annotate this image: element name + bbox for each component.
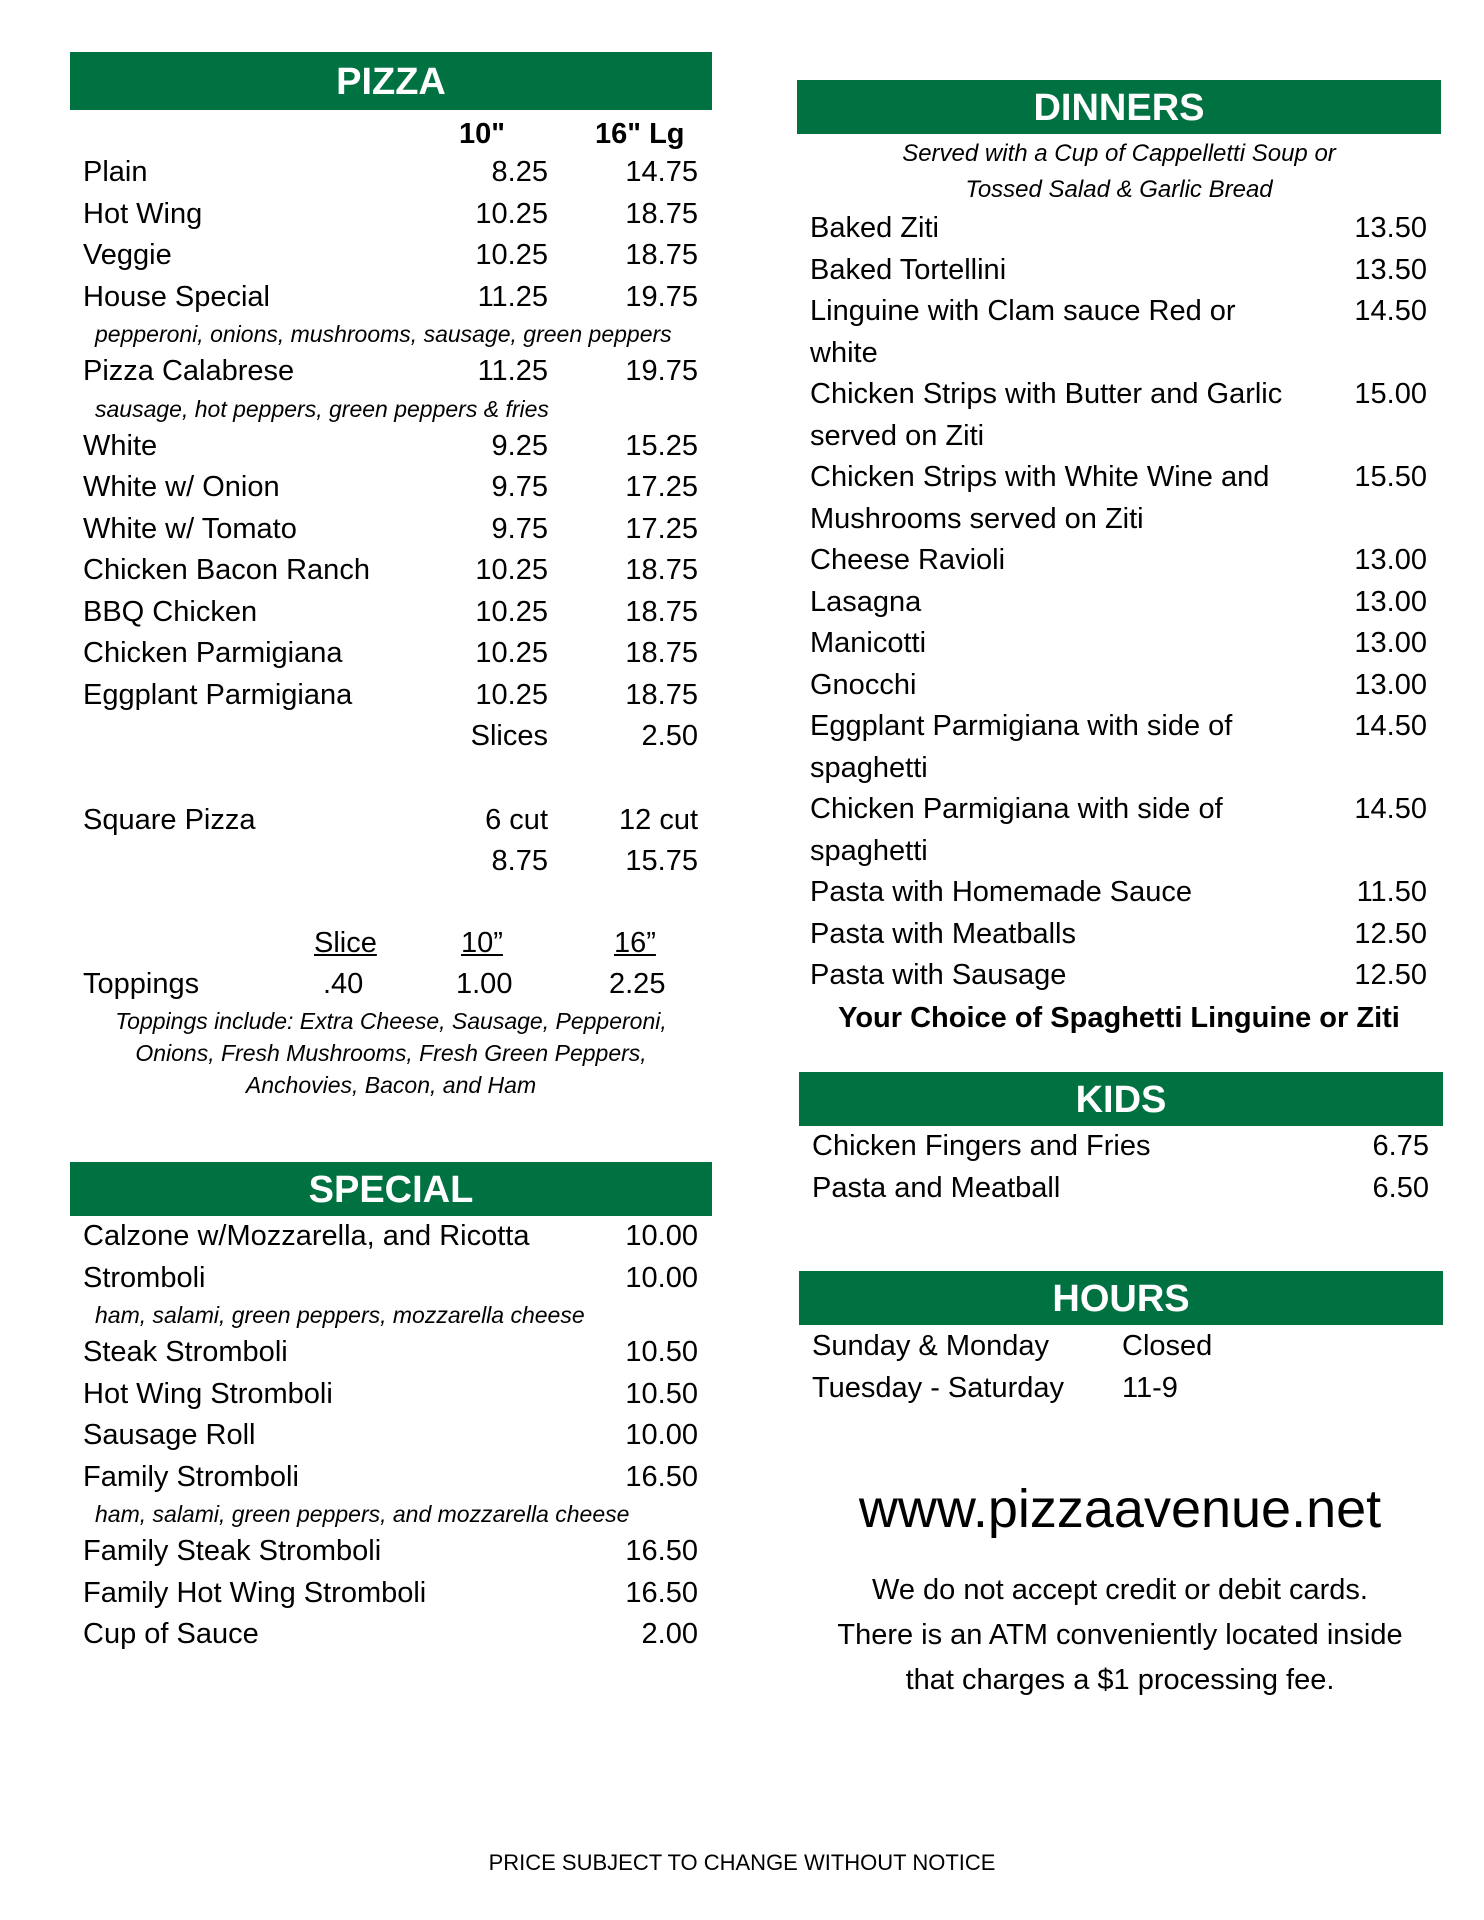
special-row [70,1258,712,1300]
dinner-price: 13.00 [1354,544,1427,576]
dinners-choice: Your Choice of Spaghetti Linguine or Ziti [838,1001,1400,1034]
square-pizza-price-row [70,841,712,883]
pizza-name: Hot Wing [83,197,203,230]
pizza-price-16: 18.75 [625,197,698,230]
pizza-price-16: 18.75 [625,678,698,711]
dinner-price: 12.50 [1354,917,1427,950]
pizza-name: White w/ Tomato [83,512,297,545]
pizza-price-10: 9.75 [491,512,548,545]
payment-notice [800,1568,1440,1703]
dinners-subtitle-line-1: Served with a Cup of Cappelletti Soup or [902,140,1336,167]
pizza-row [70,351,712,393]
dinner-price: 13.50 [1354,253,1427,286]
pizza-name: White [83,429,158,462]
special-price: 16.50 [625,1535,698,1567]
pizza-price-10: 10.25 [475,239,548,271]
special-row [70,1457,712,1499]
pizza-price-10: 10.25 [475,637,548,669]
pizza-row [70,235,712,277]
dinner-row [797,665,1441,707]
right-column [797,80,1441,1039]
pizza-price-10: 11.25 [477,355,548,387]
special-header: SPECIAL [70,1162,712,1216]
pizza-header: PIZZA [70,52,712,110]
dinner-price: 12.50 [1354,959,1427,991]
dinner-row [797,914,1441,956]
dinner-row [797,208,1441,250]
dinner-name: Linguine with Clam sauce Red or white [810,295,1236,369]
kids-name: Chicken Fingers and Fries [812,1130,1151,1162]
special-name: Hot Wing Stromboli [83,1377,333,1410]
special-name: Steak Stromboli [83,1336,288,1368]
special-price: 10.00 [625,1220,698,1252]
special-note: ham, salami, green peppers, and mozzarella cheese [95,1501,630,1527]
special-price: 16.50 [625,1460,698,1493]
dinner-name: Cheese Ravioli [810,544,1006,576]
pizza-row [70,426,712,468]
dinner-price: 11.50 [1356,876,1427,908]
pizza-price-10: 11.25 [477,280,548,313]
dinner-price: 14.50 [1354,295,1427,327]
toppings-name: Toppings [83,967,200,1000]
pizza-price-16: 18.75 [625,595,698,628]
pizza-row [70,194,712,236]
dinner-row [797,872,1441,914]
pizza-name: Chicken Bacon Ranch [83,554,370,586]
dinner-row [797,457,1441,540]
pizza-price-16: 19.75 [625,355,698,387]
special-row [70,1374,712,1416]
pizza-note: sausage, hot peppers, green peppers & fries [95,395,549,422]
payment-line-2: There is an ATM conveniently located inside [837,1619,1403,1651]
pizza-row [70,152,712,194]
hours-time: Closed [1122,1330,1213,1362]
toppings-16-label: 16” [614,926,656,959]
hours-header: HOURS [799,1271,1443,1325]
pizza-price-10: 10.25 [475,197,548,230]
left-column [70,52,712,1650]
dinner-name: Baked Tortellini [810,253,1007,286]
toppings-header [70,923,712,963]
dinner-price: 13.00 [1354,627,1427,659]
kids-price: 6.75 [1372,1130,1429,1162]
pizza-row [70,716,712,758]
special-name: Stromboli [83,1261,206,1294]
kids-price: 6.50 [1372,1171,1429,1204]
dinner-row [797,250,1441,292]
kids-row [799,1126,1443,1168]
dinner-price: 14.50 [1354,710,1427,742]
toppings-note: Toppings include: Extra Cheese, Sausage, Pepperoni, Onions, Fresh Mushrooms, Fresh Green Peppers, Anchovies, Bacon, and Ham [115,1007,667,1098]
pizza-row [70,277,712,319]
square-pizza-row [70,800,712,842]
special-row [70,1415,712,1457]
dinner-price: 14.50 [1354,793,1427,825]
dinner-price: 15.50 [1354,461,1427,493]
dinner-name: Eggplant Parmigiana with side of spaghetti [810,710,1233,784]
special-list [70,1216,712,1656]
hours-time: 11-9 [1122,1372,1178,1404]
square-pizza-name: Square Pizza [83,803,256,836]
pizza-price-10: Slices [470,720,548,752]
special-row [70,1332,712,1374]
pizza-price-16: 18.75 [625,637,698,669]
pizza-name: House Special [83,280,270,313]
pizza-name: White w/ Onion [83,471,280,503]
pizza-name: BBQ Chicken [83,595,258,628]
toppings-slice-price: .40 [323,967,364,1000]
pizza-price-10: 9.75 [491,471,548,503]
pizza-row [70,633,712,675]
pizza-price-10: 10.25 [475,554,548,586]
pizza-price-10: 9.25 [491,429,548,462]
special-note: ham, salami, green peppers, mozzarella cheese [95,1302,585,1328]
special-name: Sausage Roll [83,1419,256,1451]
pizza-row [70,509,712,551]
dinner-row [797,789,1441,872]
pizza-name: Pizza Calabrese [83,355,295,387]
dinners-list [797,208,1441,997]
pizza-price-16: 19.75 [625,280,698,313]
special-name: Calzone w/Mozzarella, and Ricotta [83,1220,530,1252]
payment-line-1: We do not accept credit or debit cards. [872,1574,1368,1606]
kids-name: Pasta and Meatball [812,1171,1061,1204]
square-6cut-label: 6 cut [485,803,548,836]
dinner-row [797,540,1441,582]
dinner-row [797,706,1441,789]
toppings-16-price: 2.25 [609,967,666,1000]
square-12cut-price: 15.75 [625,845,698,877]
kids-list [799,1126,1443,1209]
kids-row [799,1168,1443,1210]
hours-row [799,1325,1443,1367]
special-row [70,1531,712,1573]
dinner-price: 13.50 [1354,212,1427,244]
special-price: 10.00 [625,1261,698,1294]
toppings-slice-label: Slice [314,926,377,959]
special-price: 10.50 [625,1336,698,1368]
dinner-row [797,582,1441,624]
special-name: Family Hot Wing Stromboli [83,1576,427,1609]
square-6cut-price: 8.75 [491,845,548,877]
payment-line-3: that charges a $1 processing fee. [905,1664,1335,1696]
dinner-price: 13.00 [1354,668,1427,701]
special-row [70,1614,712,1656]
hours-days: Tuesday - Saturday [812,1372,1064,1404]
special-price: 16.50 [625,1576,698,1609]
size-16-label: 16" Lg [595,118,685,150]
dinner-name: Pasta with Meatballs [810,917,1076,950]
dinner-row [797,623,1441,665]
hours-section [799,1271,1443,1409]
pizza-price-10: 10.25 [475,595,548,628]
hours-row [799,1367,1443,1409]
size-10-label: 10" [459,118,506,150]
kids-header: KIDS [799,1072,1443,1126]
pizza-list [70,152,712,758]
pizza-name: Plain [83,156,148,188]
dinner-name: Chicken Strips with Butter and Garlic served on Ziti [810,378,1283,452]
pizza-price-10: 10.25 [475,678,548,711]
pizza-price-16: 18.75 [625,554,698,586]
dinner-name: Pasta with Sausage [810,959,1067,991]
toppings-row [70,963,712,1005]
dinner-name: Pasta with Homemade Sauce [810,876,1193,908]
square-12cut-label: 12 cut [619,803,698,836]
pizza-price-16: 2.50 [641,720,698,752]
pizza-row [70,592,712,634]
pizza-price-16: 15.25 [625,429,698,462]
pizza-row [70,675,712,717]
hours-days: Sunday & Monday [812,1330,1049,1362]
special-price: 10.50 [625,1377,698,1410]
special-row [70,1573,712,1615]
website-url[interactable]: www.pizzaavenue.net [858,1479,1382,1539]
special-row [70,1216,712,1258]
special-name: Family Steak Stromboli [83,1535,382,1567]
pizza-price-10: 8.25 [491,156,548,188]
dinner-name: Chicken Parmigiana with side of spaghetti [810,793,1223,867]
dinner-name: Baked Ziti [810,212,939,244]
dinner-price: 13.00 [1354,585,1427,618]
dinner-name: Chicken Strips with White Wine and Mushrooms served on Ziti [810,461,1270,535]
pizza-price-16: 14.75 [625,156,698,188]
pizza-price-16: 17.25 [625,471,698,503]
pizza-row [70,550,712,592]
pizza-name: Veggie [83,239,172,271]
dinner-row [797,374,1441,457]
pizza-name: Eggplant Parmigiana [83,678,353,711]
dinner-row [797,955,1441,997]
dinners-subtitle [797,136,1441,208]
pizza-price-16: 17.25 [625,512,698,545]
dinners-header: DINNERS [797,80,1441,134]
toppings-10-label: 10” [461,926,503,959]
pizza-row [70,467,712,509]
pizza-name: Chicken Parmigiana [83,637,343,669]
toppings-10-price: 1.00 [456,967,513,1000]
special-price: 2.00 [641,1618,698,1650]
dinners-subtitle-line-2: Tossed Salad & Garlic Bread [965,176,1273,203]
pizza-size-header [70,110,712,152]
pizza-price-16: 18.75 [625,239,698,271]
special-name: Family Stromboli [83,1460,299,1493]
hours-list [799,1325,1443,1409]
dinner-price: 15.00 [1354,378,1427,410]
pizza-note: pepperoni, onions, mushrooms, sausage, green peppers [95,321,672,347]
special-name: Cup of Sauce [83,1618,259,1650]
dinner-name: Manicotti [810,627,927,659]
price-disclaimer: PRICE SUBJECT TO CHANGE WITHOUT NOTICE [488,1850,996,1875]
dinner-row [797,291,1441,374]
dinner-name: Lasagna [810,585,922,618]
special-price: 10.00 [625,1419,698,1451]
kids-section [799,1072,1443,1209]
dinner-name: Gnocchi [810,668,917,701]
